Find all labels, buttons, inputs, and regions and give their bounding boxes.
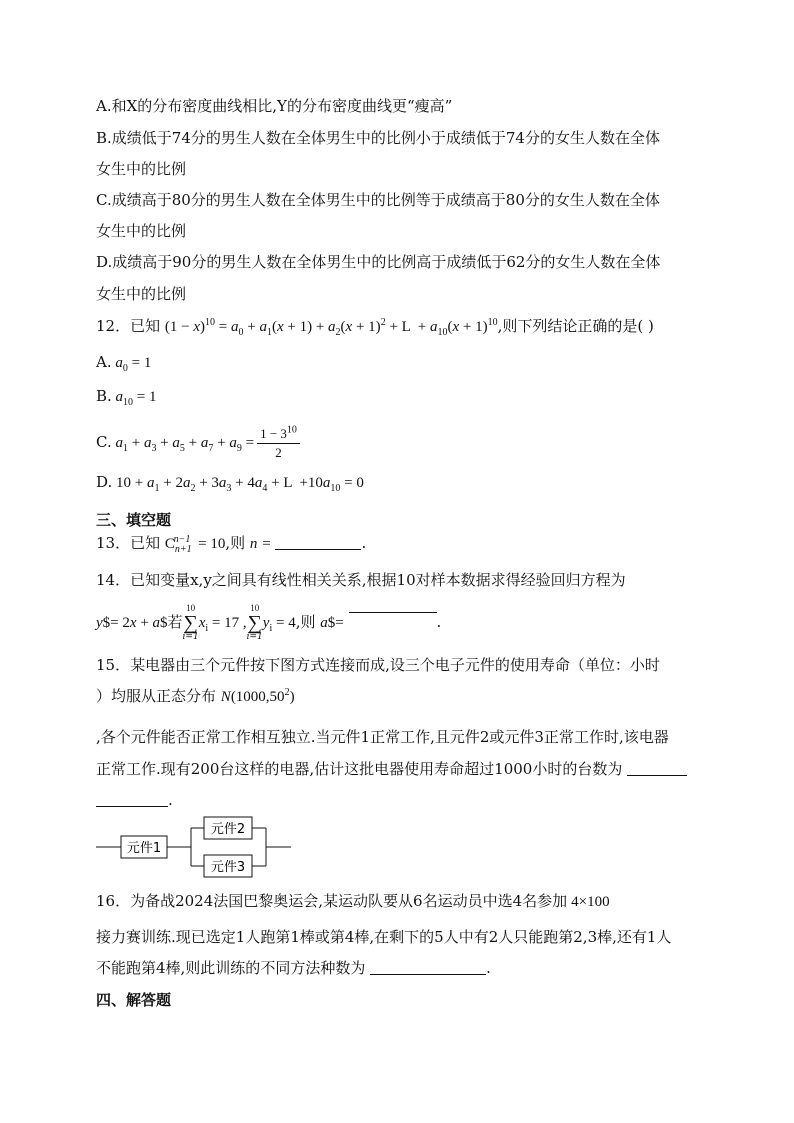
q12-option-a: A. $a_0 = 1$	[96, 353, 152, 374]
q15-normal-distribution: N(1000,50$^2$)	[220, 687, 295, 705]
q16-line1: 16．为备战2024法国巴黎奥运会,某运动队要从6名运动员中选4名参加 4×100	[96, 892, 610, 910]
q12-stem	[96, 316, 654, 337]
q12-equation: $(1 - x)^{10} = a_0 + a_1(x + 1) + a_2(x + 1)^2 + L + a_{10}(x + 1)^{10}$	[164, 317, 498, 338]
q11-option-c-line1: C.成绩高于80分的男生人数在全体男生中的比例等于成绩高于80分的女生人数在全体	[96, 191, 660, 209]
q13-equation: $C_{n+1}^{n-1} = 10$	[164, 534, 226, 555]
circuit-diagram	[96, 812, 296, 882]
section-3-heading: 三、填空题	[96, 511, 172, 529]
q16-answer-blank[interactable]	[370, 960, 486, 975]
q15-answer-blank-part1[interactable]	[627, 761, 687, 776]
q12-number: 12．已知	[96, 317, 161, 335]
q14-ruo: 若	[167, 613, 183, 631]
circuit-element-3-label: 元件3	[210, 860, 246, 875]
q16-line2: 接力赛训练.现已选定1人跑第1棒或第4棒,在剩下的5人中有2人只能跑第2,3棒,还有1人	[96, 928, 672, 946]
q14-answer-blank[interactable]	[349, 598, 437, 613]
q12-option-a-math: $a_0 = 1$	[115, 355, 152, 374]
q14-ze: ,则	[295, 613, 316, 631]
q12-option-b: B. $a_{10} = 1$	[96, 387, 157, 408]
q14-a-hat: a$=	[320, 615, 344, 631]
q15-line3: ,各个元件能否正常工作相互独立.当元件1正常工作,且元件2或元件3正常工作时,该电器	[96, 728, 669, 746]
q11-option-d-line1: D.成绩高于90分的男生人数在全体男生中的比例高于成绩低于62分的女生人数在全体	[96, 253, 661, 271]
q11-option-d-line2: 女生中的比例	[96, 285, 187, 303]
q15-line2: ）均服从正态分布 N(1000,50$^2$)	[96, 687, 295, 705]
q14-sum-y: 10 ∑ i=1	[246, 603, 263, 642]
q14-sum-x: 10 ∑ i=1	[182, 603, 199, 642]
q12-tail: ,则下列结论正确的是( )	[497, 317, 654, 335]
q12-option-d-math: $10 + a_1 + 2a_2 + 3a_3 + 4a_4 + L +10a_{10} = 0$	[112, 475, 364, 494]
q12-option-c-math: $a_1 + a_3 + a_5 + a_7 + a_9$ = $\frac{1 - 3^{10}}{2}$	[112, 435, 300, 451]
q15-line1: 15．某电器由三个元件按下图方式连接而成,设三个电子元件的使用寿命（单位：小时	[96, 656, 660, 674]
q11-option-a: A.和X的分布密度曲线相比,Y的分布密度曲线更“瘦高”	[96, 97, 453, 115]
q12-option-c-fraction: $\frac{1 - 3^{10}}{2}$	[257, 425, 300, 462]
q14-regression: y$= 2x + a$	[96, 615, 168, 631]
q15-line4: 正常工作.现有200台这样的电器,估计这批电器使用寿命超过1000小时的台数为	[96, 759, 687, 779]
q13-stem: 13．已知 $C_{n+1}^{n-1} = 10$,则 n = .	[96, 534, 367, 555]
q12-option-c: C. $a_1 + a_3 + a_5 + a_7 + a_9$ = $\frac{1 - 3^{10}}{2}$	[96, 420, 300, 464]
q16-line3: 不能跑第4棒,则此训练的不同方法种数为 .	[96, 959, 491, 977]
q14-line1: 14．已知变量x,y之间具有线性相关关系,根据10对样本数据求得经验回归方程为	[96, 571, 626, 589]
q14-line2: y$= 2x + a$若 10 ∑ i=1 $x_i = 17$ , 10 ∑ i=1 $y_i = 4$,则 a$= .	[96, 598, 441, 642]
q15-line5: .	[96, 790, 173, 810]
q11-option-b-line1: B.成绩低于74分的男生人数在全体男生中的比例小于成绩低于74分的女生人数在全体	[96, 129, 660, 147]
q11-option-b-line2: 女生中的比例	[96, 160, 187, 178]
circuit-element-1-label: 元件1	[126, 841, 162, 856]
q11-option-c-line2: 女生中的比例	[96, 222, 187, 240]
q12-option-d: D. $10 + a_1 + 2a_2 + 3a_3 + 4a_4 + L +10a_{10} = 0$	[96, 473, 364, 494]
q15-answer-blank-part2[interactable]	[96, 792, 168, 807]
q13-number: 13．已知	[96, 534, 161, 552]
q13-variable-n: n	[249, 536, 258, 552]
q13-answer-blank[interactable]	[275, 535, 361, 550]
circuit-element-2-label: 元件2	[210, 822, 246, 837]
section-4-heading: 四、解答题	[96, 991, 172, 1009]
q13-tail: ,则	[225, 534, 246, 552]
q12-option-b-math: $a_{10} = 1$	[115, 389, 157, 408]
q16-relay-math: 4×100	[571, 894, 610, 910]
